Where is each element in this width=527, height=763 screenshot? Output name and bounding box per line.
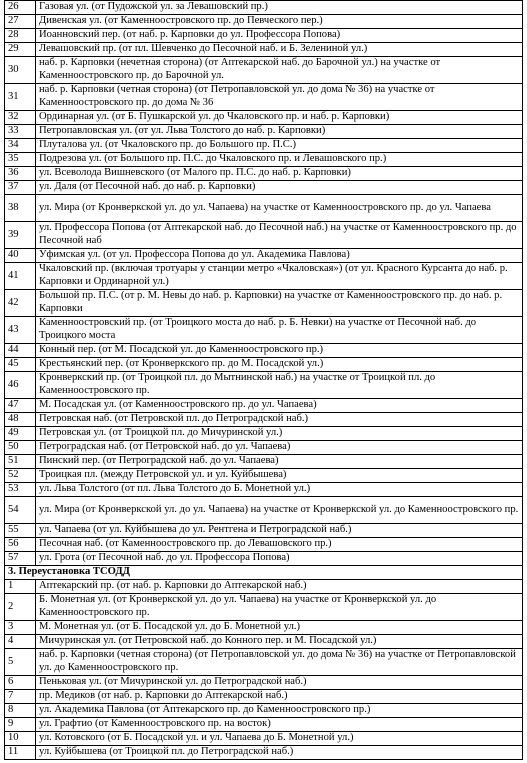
row-number: 11 bbox=[5, 746, 36, 760]
table-row bbox=[5, 153, 523, 167]
row-number: 10 bbox=[5, 732, 36, 746]
row-street: ул. Мира (от Кронверкской ул. до ул. Чапаева) на участке от Каменноостровского пр. до ул. Чапаева bbox=[36, 195, 523, 222]
streets-table bbox=[4, 0, 523, 760]
row-number: 35 bbox=[5, 153, 36, 167]
row-street: Мичуринская ул. (от Петровской наб. до Конного пер. и М. Посадской ул.) bbox=[36, 635, 523, 649]
row-number: 29 bbox=[5, 43, 36, 57]
row-number: 39 bbox=[5, 222, 36, 249]
row-number: 52 bbox=[5, 469, 36, 483]
table-row bbox=[5, 690, 523, 704]
row-street: Петроградская наб. (от Петровской наб. до ул. Чапаева) bbox=[36, 441, 523, 455]
table-row bbox=[5, 372, 523, 399]
section-title: 3. Переустановка ТСОДД bbox=[5, 566, 523, 580]
row-number: 33 bbox=[5, 125, 36, 139]
row-street: Плуталова ул. (от Чкаловского пр. до Большого пр. П.С.) bbox=[36, 139, 523, 153]
table-row bbox=[5, 57, 523, 84]
row-street: Каменноостровский пр. (от Троицкого моста до наб. р. Б. Невки) на участке от Песочной наб. до Троицкого моста bbox=[36, 317, 523, 344]
row-street: Песочная наб. (от Каменноостровского пр. до Левашовского пр.) bbox=[36, 538, 523, 552]
row-street: Уфимская ул. (от ул. Профессора Попова до ул. Академика Павлова) bbox=[36, 249, 523, 263]
table-row bbox=[5, 181, 523, 195]
row-number: 43 bbox=[5, 317, 36, 344]
table-row bbox=[5, 317, 523, 344]
row-street: Троицкая пл. (между Петровской ул. и ул. Куйбышева) bbox=[36, 469, 523, 483]
table-row bbox=[5, 746, 523, 760]
row-street: ул. Академика Павлова (от Аптекарского пр. до Каменноостровского пр.) bbox=[36, 704, 523, 718]
table-row bbox=[5, 1, 523, 15]
table-row bbox=[5, 29, 523, 43]
row-number: 44 bbox=[5, 344, 36, 358]
row-street: ул. Профессора Попова (от Аптекарской наб. до Песочной наб.) на участке от Каменноостровского пр. до Песочной наб bbox=[36, 222, 523, 249]
table-row bbox=[5, 43, 523, 57]
table-row bbox=[5, 635, 523, 649]
row-number: 57 bbox=[5, 552, 36, 566]
table-row bbox=[5, 649, 523, 676]
row-number: 2 bbox=[5, 594, 36, 621]
table-row bbox=[5, 290, 523, 317]
row-street: Пеньковая ул. (от Мичуринской ул. до Петроградской наб.) bbox=[36, 676, 523, 690]
row-number: 51 bbox=[5, 455, 36, 469]
row-street: Петропавловская ул. (от ул. Льва Толстого до наб. р. Карповки) bbox=[36, 125, 523, 139]
row-street: Конный пер. (от М. Посадской ул. до Каменноостровского пр.) bbox=[36, 344, 523, 358]
row-street: Пинский пер. (от Петроградской наб. до ул. Чапаева) bbox=[36, 455, 523, 469]
row-number: 46 bbox=[5, 372, 36, 399]
row-number: 34 bbox=[5, 139, 36, 153]
table-row bbox=[5, 399, 523, 413]
row-street: Б. Монетная ул. (от Кронверкской ул. до ул. Чапаева) на участке от Кронверкской ул. до Каменноостровского пр. bbox=[36, 594, 523, 621]
table-row bbox=[5, 413, 523, 427]
row-number: 5 bbox=[5, 649, 36, 676]
row-street: пр. Медиков (от наб. р. Карповки до Аптекарской наб.) bbox=[36, 690, 523, 704]
table-row bbox=[5, 263, 523, 290]
row-number: 30 bbox=[5, 57, 36, 84]
table-row bbox=[5, 469, 523, 483]
table-row bbox=[5, 441, 523, 455]
row-number: 50 bbox=[5, 441, 36, 455]
row-number: 26 bbox=[5, 1, 36, 15]
table-row bbox=[5, 732, 523, 746]
row-street: наб. р. Карповки (четная сторона) (от Петропавловской ул. до дома № 36) на участке от Каменноостровского пр. до дома № 36 bbox=[36, 84, 523, 111]
row-street: ул. Мира (от Кронверкской ул. до ул. Чапаева) на участке от Кронверкской ул. до Каменноостровского пр. bbox=[36, 497, 523, 524]
table-row bbox=[5, 704, 523, 718]
table-row bbox=[5, 483, 523, 497]
table-row bbox=[5, 427, 523, 441]
table-row bbox=[5, 195, 523, 222]
table-row bbox=[5, 552, 523, 566]
row-number: 55 bbox=[5, 524, 36, 538]
row-street: Кронверкский пр. (от Троицкой пл. до Мытнинской наб.) на участке от Троицкой пл. до Каменноостровского пр. bbox=[36, 372, 523, 399]
row-number: 47 bbox=[5, 399, 36, 413]
row-number: 37 bbox=[5, 181, 36, 195]
row-number: 6 bbox=[5, 676, 36, 690]
row-street: ул. Куйбышева (от Троицкой пл. до Петроградской наб.) bbox=[36, 746, 523, 760]
row-number: 9 bbox=[5, 718, 36, 732]
table-row bbox=[5, 455, 523, 469]
section-header-row bbox=[5, 566, 523, 580]
row-street: Дивенская ул. (от Каменноостровского пр. до Певческого пер.) bbox=[36, 15, 523, 29]
row-street: Чкаловский пр. (включая тротуары у станции метро «Чкаловская») (от ул. Красного Курсанта до наб. р. Карповки и Ординарной ул.) bbox=[36, 263, 523, 290]
row-street: наб. р. Карповки (четная сторона) (от Петропавловской ул. до дома № 36) на участке от Петропавловской ул. до Каменноостровского пр. bbox=[36, 649, 523, 676]
table-row bbox=[5, 111, 523, 125]
row-number: 54 bbox=[5, 497, 36, 524]
table-row bbox=[5, 249, 523, 263]
table-row bbox=[5, 594, 523, 621]
row-number: 48 bbox=[5, 413, 36, 427]
row-number: 4 bbox=[5, 635, 36, 649]
row-street: ул. Котовского (от Б. Посадской ул. и ул. Чапаева до Б. Монетной ул.) bbox=[36, 732, 523, 746]
row-street: Петровская ул. (от Троицкой пл. до Мичуринской ул.) bbox=[36, 427, 523, 441]
table-row bbox=[5, 621, 523, 635]
table-row bbox=[5, 580, 523, 594]
row-number: 3 bbox=[5, 621, 36, 635]
row-number: 32 bbox=[5, 111, 36, 125]
row-number: 31 bbox=[5, 84, 36, 111]
row-number: 53 bbox=[5, 483, 36, 497]
table-row bbox=[5, 125, 523, 139]
row-street: Левашовский пр. (от пл. Шевченко до Песочной наб. и Б. Зелениной ул.) bbox=[36, 43, 523, 57]
row-street: Иоанновский пер. (от наб. р. Карповки до ул. Профессора Попова) bbox=[36, 29, 523, 43]
row-number: 28 bbox=[5, 29, 36, 43]
row-street: Газовая ул. (от Пудожской ул. за Левашовский пр.) bbox=[36, 1, 523, 15]
table-row bbox=[5, 84, 523, 111]
row-street: ул. Всеволода Вишневского (от Малого пр. П.С. до наб. р. Карповки) bbox=[36, 167, 523, 181]
row-number: 8 bbox=[5, 704, 36, 718]
row-number: 27 bbox=[5, 15, 36, 29]
row-number: 42 bbox=[5, 290, 36, 317]
row-street: М. Монетная ул. (от Б. Посадской ул. до Б. Монетной ул.) bbox=[36, 621, 523, 635]
row-number: 45 bbox=[5, 358, 36, 372]
row-number: 1 bbox=[5, 580, 36, 594]
row-number: 41 bbox=[5, 263, 36, 290]
row-street: Крестьянский пер. (от Кронверкского пр. до М. Посадской ул.) bbox=[36, 358, 523, 372]
row-street: Аптекарский пр. (от наб. р. Карповки до Аптекарской наб.) bbox=[36, 580, 523, 594]
table-row bbox=[5, 344, 523, 358]
row-number: 36 bbox=[5, 167, 36, 181]
row-street: наб. р. Карповки (нечетная сторона) (от Аптекарской наб. до Барочной ул.) на участке от Каменноостровского пр. до Барочной ул. bbox=[36, 57, 523, 84]
row-street: ул. Чапаева (от ул. Куйбышева до ул. Рентгена и Петроградской наб.) bbox=[36, 524, 523, 538]
row-street: Подрезова ул. (от Большого пр. П.С. до Чкаловского пр. и Левашовского пр.) bbox=[36, 153, 523, 167]
row-street: ул. Графтио (от Каменноостровского пр. на восток) bbox=[36, 718, 523, 732]
row-street: ул. Льва Толстого (от пл. Льва Толстого до Б. Монетной ул.) bbox=[36, 483, 523, 497]
table-row bbox=[5, 524, 523, 538]
row-number: 7 bbox=[5, 690, 36, 704]
row-number: 56 bbox=[5, 538, 36, 552]
table-row bbox=[5, 15, 523, 29]
row-street: Ординарная ул. (от Б. Пушкарской ул. до Чкаловского пр. и наб. р. Карповки) bbox=[36, 111, 523, 125]
row-number: 40 bbox=[5, 249, 36, 263]
table-row bbox=[5, 167, 523, 181]
table-row bbox=[5, 222, 523, 249]
table-row bbox=[5, 497, 523, 524]
row-street: М. Посадская ул. (от Каменноостровского пр. до ул. Чапаева) bbox=[36, 399, 523, 413]
row-street: Петровская наб. (от Петровской пл. до Петроградской наб.) bbox=[36, 413, 523, 427]
table-row bbox=[5, 139, 523, 153]
table-row bbox=[5, 676, 523, 690]
row-street: ул. Грота (от Песочной наб. до ул. Профессора Попова) bbox=[36, 552, 523, 566]
row-street: ул. Даля (от Песочной наб. до наб. р. Карповки) bbox=[36, 181, 523, 195]
table-row bbox=[5, 718, 523, 732]
row-number: 38 bbox=[5, 195, 36, 222]
table-row bbox=[5, 538, 523, 552]
row-street: Большой пр. П.С. (от р. М. Невы до наб. р. Карповки) на участке от Каменноостровского пр. до наб. р. Карповки bbox=[36, 290, 523, 317]
streets-table-body bbox=[5, 1, 523, 760]
table-row bbox=[5, 358, 523, 372]
row-number: 49 bbox=[5, 427, 36, 441]
